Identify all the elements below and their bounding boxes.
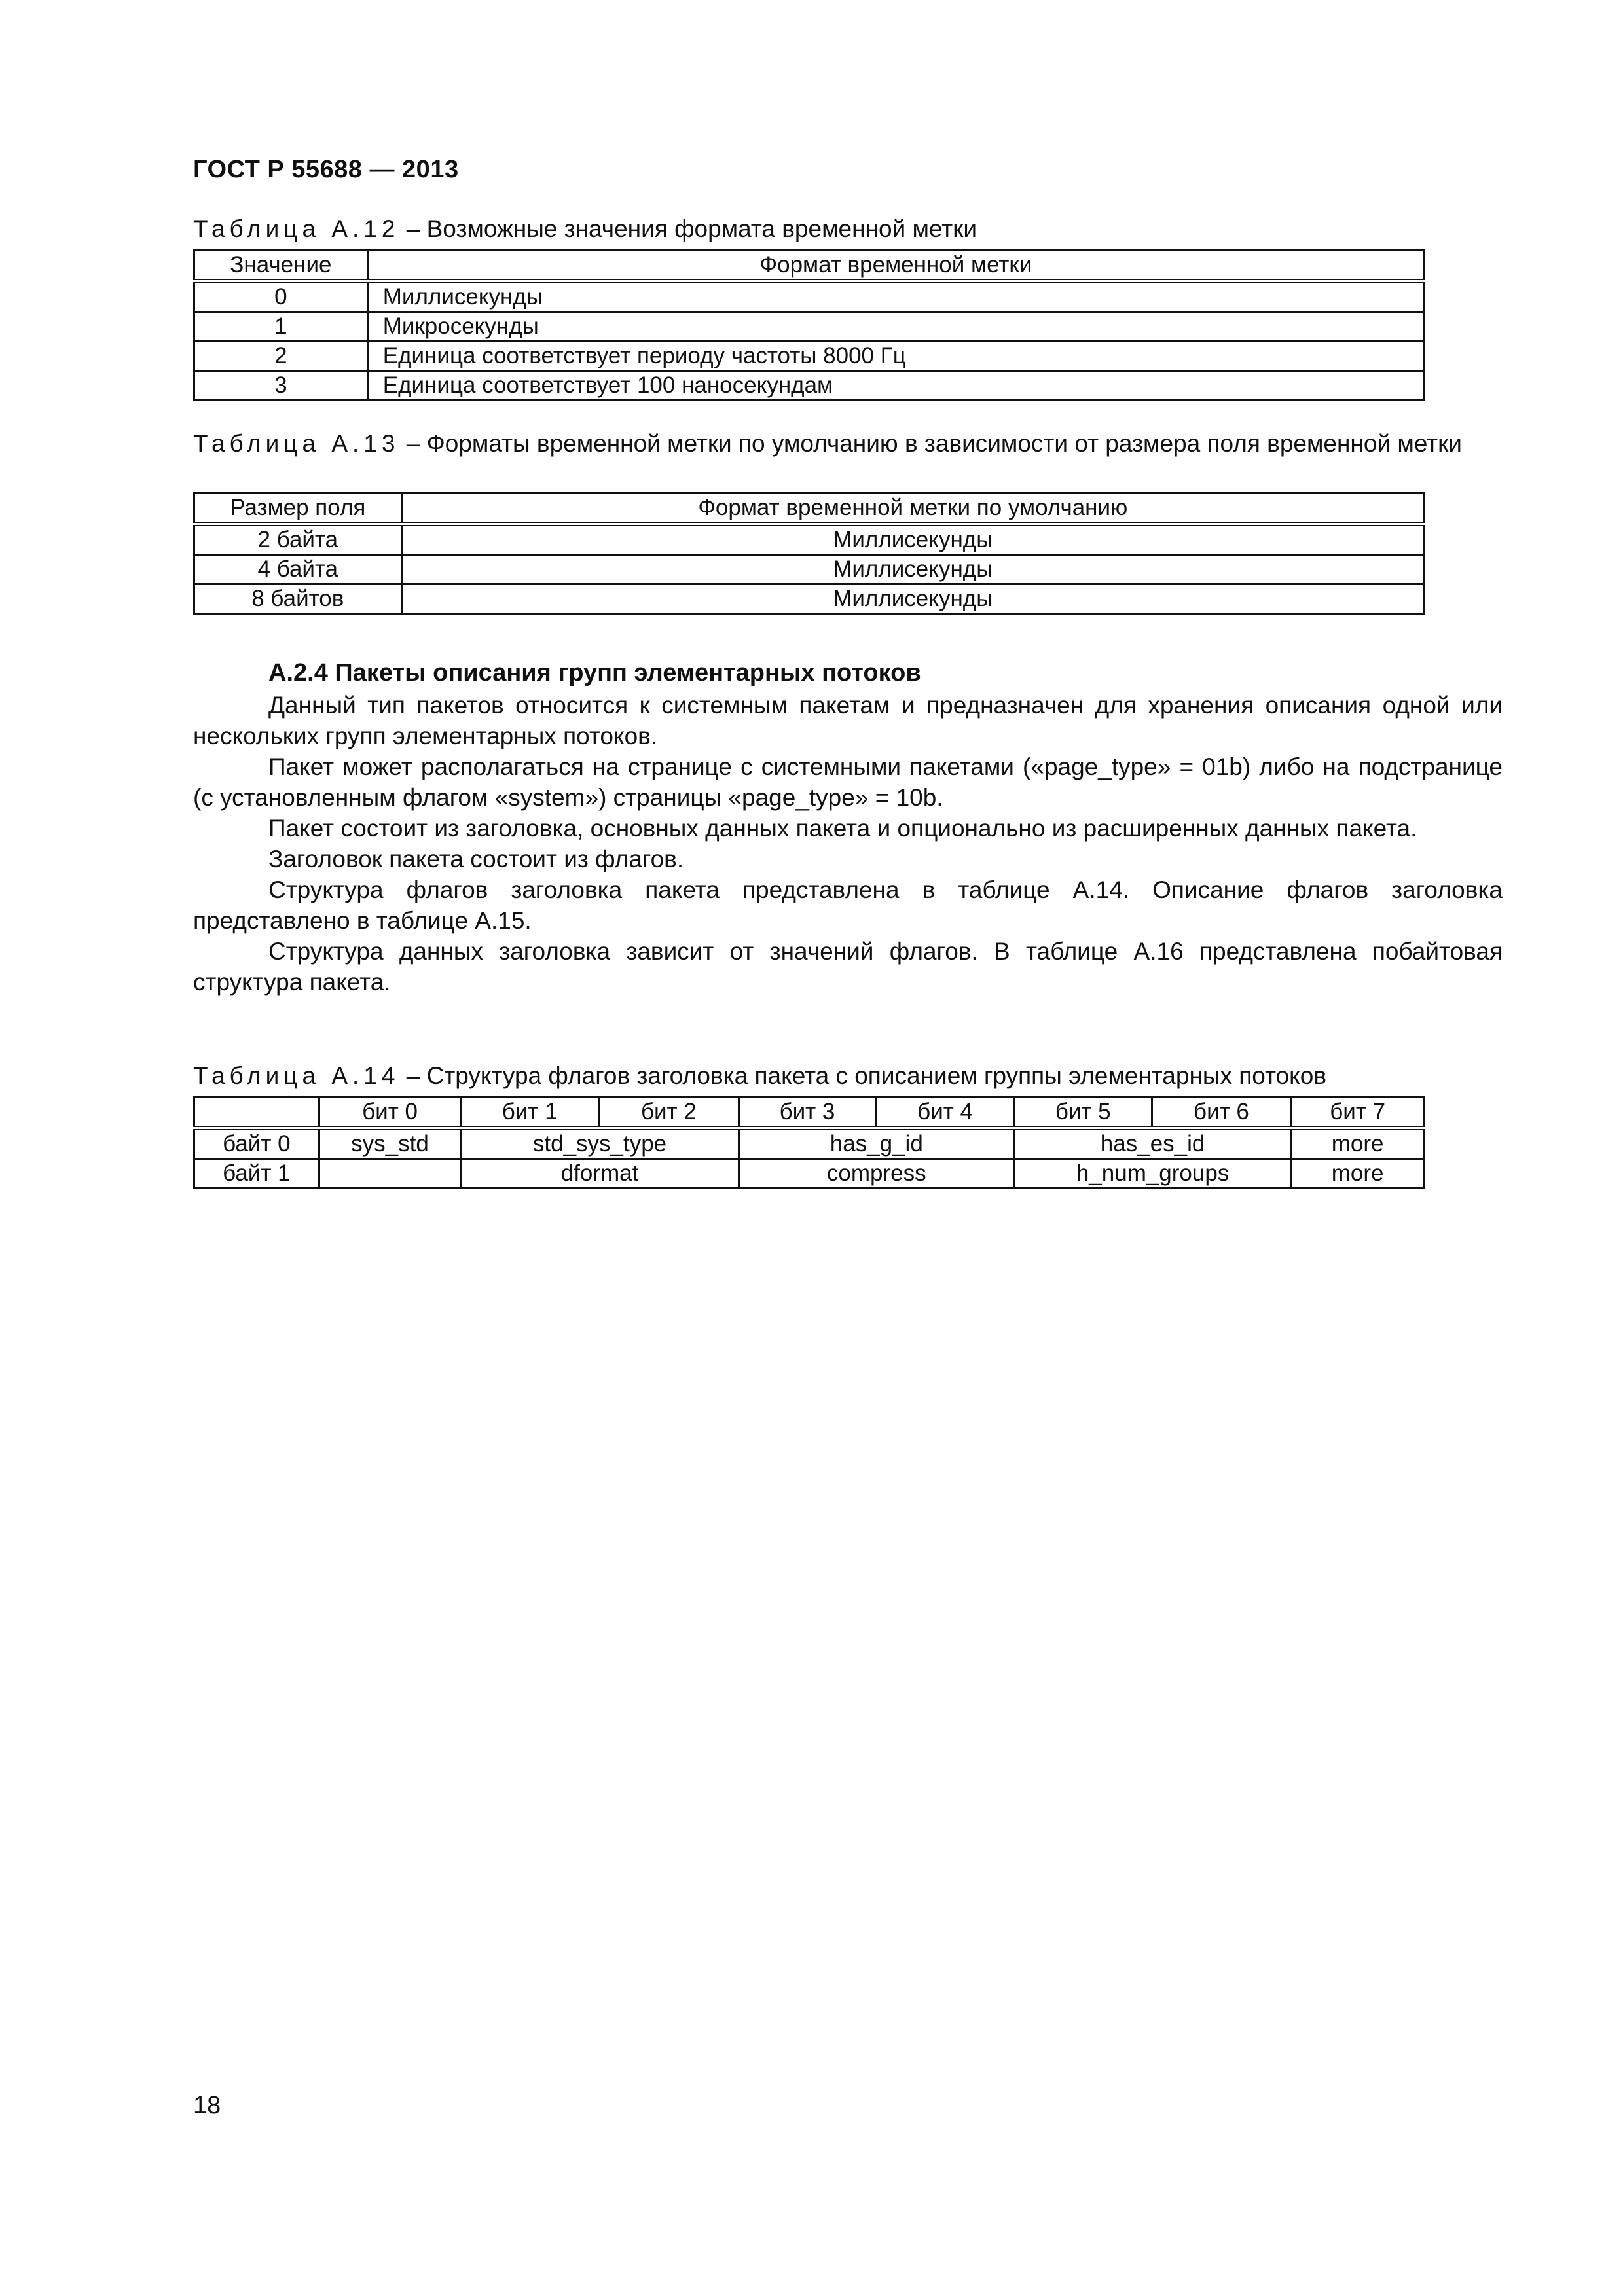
table-a14-has-g-id-cell: has_g_id (739, 1128, 1014, 1159)
table-a13-header-default-format: Формат временной метки по умолчанию (401, 493, 1424, 524)
table-cell: Миллисекунды (401, 555, 1424, 584)
table-cell: Миллисекунды (401, 524, 1424, 555)
table-a14-byte0-more-cell: more (1291, 1128, 1425, 1159)
section-a24-title: А.2.4 Пакеты описания групп элементарных потоков (268, 659, 921, 687)
table-a13-caption (193, 429, 1503, 459)
table-a14-byte1-more-cell: more (1291, 1159, 1425, 1189)
paragraph: Пакет состоит из заголовка, основных данных пакета и опционально из расширенных данных пакета. (268, 815, 1417, 842)
table-a14-caption-text: – Структура флагов заголовка пакета с описанием группы элементарных потоков (399, 1062, 1327, 1089)
table-a12-header-value: Значение (194, 251, 368, 281)
table-a14-header-bit6: бит 6 (1152, 1098, 1291, 1128)
table-a14-header-bit0: бит 0 (319, 1098, 461, 1128)
section-a24-body (193, 690, 1503, 997)
table-cell: Миллисекунды (367, 281, 1424, 312)
table-cell: Единица соответствует 100 наносекундам (367, 371, 1424, 401)
table-cell: 2 байта (194, 524, 402, 555)
table-a14-has-es-id-cell: has_es_id (1014, 1128, 1290, 1159)
table-a13-caption-label: Таблица А.13 (193, 430, 400, 457)
table-a12-caption-text: – Возможные значения формата временной метки (399, 215, 977, 242)
table-a12-header-format: Формат временной метки (367, 251, 1424, 281)
paragraph: Структура данных заголовка зависит от значений флагов. В таблице А.16 представлена побайтовая структура пакета. (193, 938, 1503, 996)
paragraph: Данный тип пакетов относится к системным пакетам и предназначен для хранения описания одной или нескольких групп элементарных потоков. (193, 692, 1503, 749)
table-a14-sys-std-cell: sys_std (319, 1128, 461, 1159)
table-a14-dformat-cell: dformat (461, 1159, 739, 1189)
table-a14-header-bit1: бит 1 (461, 1098, 599, 1128)
table-row (194, 371, 1425, 401)
table-a14-corner-cell (194, 1098, 319, 1128)
table-a13-header-size: Размер поля (194, 493, 402, 524)
table-a14-empty-cell (319, 1159, 461, 1189)
table-row (194, 312, 1425, 342)
table-row (194, 1159, 1425, 1189)
table-row (194, 555, 1425, 584)
table-a13-header-row (194, 493, 1425, 524)
table-a12-caption (193, 214, 977, 244)
table-cell: 8 байтов (194, 584, 402, 614)
table-a12-header-row (194, 251, 1425, 281)
table-a13-caption-text: – Форматы временной метки по умолчанию в зависимости от размера поля временной метки (399, 430, 1462, 457)
table-a14-header-bit7: бит 7 (1291, 1098, 1425, 1128)
table-cell: 1 (194, 312, 368, 342)
table-row (194, 524, 1425, 555)
paragraph: Структура флагов заголовка пакета представлена в таблице А.14. Описание флагов заголовка представлено в таблице А.15. (193, 876, 1503, 934)
table-cell: Микросекунды (367, 312, 1424, 342)
document-header: ГОСТ Р 55688 — 2013 (193, 156, 459, 183)
table-a14-caption (193, 1061, 1326, 1091)
table-a14-compress-cell: compress (739, 1159, 1014, 1189)
paragraph: Заголовок пакета состоит из флагов. (268, 846, 684, 872)
table-cell: 0 (194, 281, 368, 312)
table-a14-byte1-label: байт 1 (194, 1159, 319, 1189)
table-a14-byte0-label: байт 0 (194, 1128, 319, 1159)
table-a13 (193, 492, 1425, 615)
table-row (194, 1128, 1425, 1159)
table-a14-header-bit3: бит 3 (739, 1098, 876, 1128)
table-cell: 3 (194, 371, 368, 401)
table-row (194, 281, 1425, 312)
table-cell: Единица соответствует периоду частоты 8000 Гц (367, 342, 1424, 371)
table-a14-std-sys-type-cell: std_sys_type (461, 1128, 739, 1159)
table-cell: 4 байта (194, 555, 402, 584)
table-a14-h-num-groups-cell: h_num_groups (1014, 1159, 1290, 1189)
table-row (194, 342, 1425, 371)
table-a14-header-bit5: бит 5 (1014, 1098, 1152, 1128)
table-a12 (193, 249, 1425, 401)
table-a12-caption-label: Таблица А.12 (193, 215, 400, 242)
table-a14-header-row (194, 1098, 1425, 1128)
table-cell: Миллисекунды (401, 584, 1424, 614)
page-number: 18 (193, 2092, 221, 2119)
table-cell: 2 (194, 342, 368, 371)
table-a14-header-bit2: бит 2 (599, 1098, 739, 1128)
paragraph: Пакет может располагаться на странице с системными пакетами («page_type» = 01b) либо на подстранице (с установленным флагом «system») страницы «page_type» = 10b. (193, 753, 1503, 811)
table-a14-caption-label: Таблица А.14 (193, 1062, 400, 1089)
table-row (194, 584, 1425, 614)
table-a14 (193, 1096, 1425, 1189)
table-a14-header-bit4: бит 4 (876, 1098, 1015, 1128)
